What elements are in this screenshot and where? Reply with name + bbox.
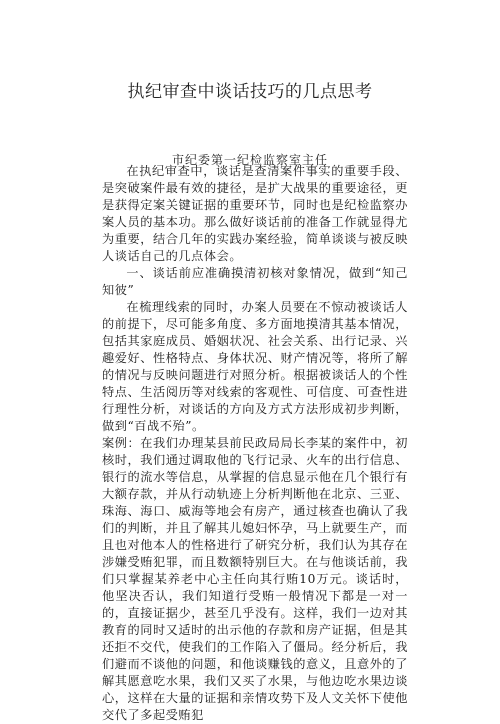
body-paragraph: 在梳理线索的同时，办案人员要在不惊动被谈话人的前提下，尽可能多角度、多方面地摸清其基本情况，包括其家庭成员、婚姻状况、社会关系、出行记录、兴趣爱好、性格特点、身体状况、财产情况等，将所了解的情况与反映问题进行对照分析。根据被谈话人的个性特点、生活阅历等对线索的客观性、可信度、可查性进行理性分析，对谈话的方向及方式方法形成初步判断，做到“百战不殆”。 [102,300,408,433]
document-body [102,163,408,724]
author-line: 市纪委第一纪检监察室主任 [171,153,328,167]
document-title: 执纪审查中谈话技巧的几点思考 [127,82,373,102]
intro-paragraph: 在执纪审查中，谈话是查清案件事实的重要手段、是突破案件最有效的捷径，是扩大战果的重要途径，更是获得定案关键证据的重要环节，同时也是纪检监察办案人员的基本功。那么做好谈话前的准备工作就显得尤为重要，结合几年的实践办案经验，简单谈谈与被反映人谈话自己的几点体会。 [102,164,408,263]
case-paragraph: 案例：在我们办理某县前民政局局长李某的案件中，初核时，我们通过调取他的飞行记录、火车的出行信息、银行的流水等信息，从掌握的信息显示他在几个银行有大额存款，并从行动轨迹上分析判断他在北京、三亚、珠海、海口、威海等地会有房产，通过核查也确认了我们的判断，并且了解其儿媳妇怀孕，马上就要生产，而且也对他本人的性格进行了研究分析，我们认为其存在涉嫌受贿犯罪，而且数额特别巨大。在与他谈话前，我们只掌握某养老中心主任向其行贿10万元。谈话时，他坚决否认，我们知道行受贿一般情况下都是一对一的，直接证据少，甚至几乎没有。这样，我们一边对其教育的同时又适时的出示他的存款和房产证据，但是其还拒不交代，使我们的工作陷入了僵局。经分析后，我们避而不谈他的问题，和他谈赚钱的意义，且意外的了解其愿意吃水果，我们又买了水果，与他边吃水果边谈心，这样在大量的证据和亲情攻势下及人文关怀下使他交代了多起受贿犯 [102,436,408,722]
section-heading-1: 一、谈话前应准确摸清初核对象情况，做到“知己知彼” [102,266,408,297]
